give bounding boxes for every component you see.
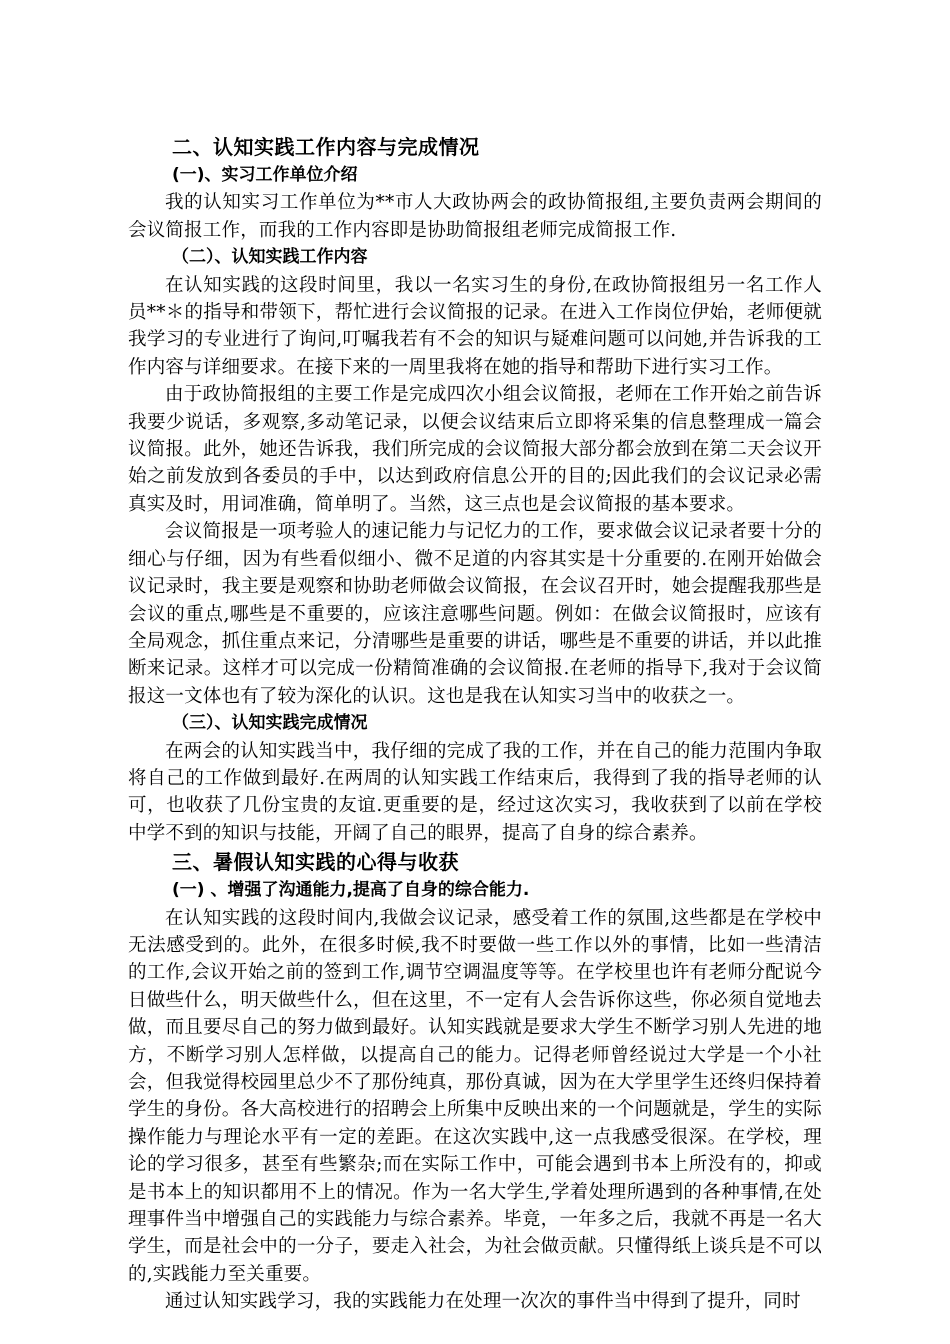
section2-sub2-paragraph-1: 在认知实践的这段时间里，我以一名实习生的身份,在政协简报组另一名工作人员**＊的指导和带领下，帮忙进行会议简报的记录。在进入工作岗位伊始，老师便就我学习的专业进行了询问,叮嘱我若有不会的知识与疑难问题可以问她,并告诉我的工作内容与详细要求。在接下来的一周里我将在她的指导和帮助下进行实习工作。 xyxy=(128,274,822,378)
section2-sub2-heading: （二）、认知实践工作内容 xyxy=(172,247,368,268)
section2-sub2-paragraph-2: 由于政协简报组的主要工作是完成四次小组会议简报，老师在工作开始之前告诉我要少说话，多观察,多动笔记录，以便会议结束后立即将采集的信息整理成一篇会议简报。此外，她还告诉我，我们所完成的会议简报大部分都会放到在第二天会议开始之前发放到各委员的手中，以达到政府信息公开的目的;因此我们的会议记录必需真实及时，用词准确，简单明了。当然，这三点也是会议简报的基本要求。 xyxy=(128,384,822,515)
section3-heading: 三、暑假认知实践的心得与收获 xyxy=(172,850,459,875)
section2-sub1-paragraph-1: 我的认知实习工作单位为**市人大政协两会的政协简报组,主要负责两会期间的会议简报工作，而我的工作内容即是协助简报组老师完成简报工作. xyxy=(128,192,822,241)
section2-sub3-heading: （三）、认知实践完成情况 xyxy=(172,713,368,734)
section2-sub3-paragraph-1: 在两会的认知实践当中，我仔细的完成了我的工作，并在自己的能力范围内争取将自己的工作做到最好.在两周的认知实践工作结束后，我得到了我的指导老师的认可，也收获了几份宝贵的友谊.更重要的是，经过这次实习，我收获到了以前在学校中学不到的知识与技能，开阔了自己的眼界，提高了自身的综合素养。 xyxy=(128,740,822,844)
section3-sub1-paragraph-1: 在认知实践的这段时间内,我做会议记录，感受着工作的氛围,这些都是在学校中无法感受到的。此外，在很多时候,我不时要做一些工作以外的事情，比如一些清洁的工作,会议开始之前的签到工作,调节空调温度等等。在学校里也许有老师分配说今日做些什么，明天做些什么，但在这里，不一定有人会告诉你这些，你必须自觉地去做，而且要尽自己的努力做到最好。认知实践就是要求大学生不断学习别人先进的地方，不断学习别人怎样做，以提高自己的能力。记得老师曾经说过大学是一个小社会，但我觉得校园里总少不了那份纯真，那份真诚，因为在大学里学生还终归保持着学生的身份。各大高校进行的招聘会上所集中反映出来的一个问题就是，学生的实际操作能力与理论水平有一定的差距。在这次实践中,这一点我感受很深。在学校，理论的学习很多，甚至有些繁杂;而在实际工作中，可能会遇到书本上所没有的，抑或是书本上的知识都用不上的情况。作为一名大学生,学着处理所遇到的各种事情,在处理事件当中增强自己的实践能力与综合素养。毕竟，一年多之后，我就不再是一名大学生，而是社会中的一分子，要走入社会，为社会做贡献。只懂得纸上谈兵是不可以的,实践能力至关重要。 xyxy=(128,907,822,1285)
section2-sub2-paragraph-3: 会议简报是一项考验人的速记能力与记忆力的工作，要求做会议记录者要十分的细心与仔细，因为有些看似细小、微不足道的内容其实是十分重要的.在刚开始做会议记录时，我主要是观察和协助老师做会议简报，在会议召开时，她会提醒我那些是会议的重点,哪些是不重要的，应该注意哪些问题。例如：在做会议简报时，应该有全局观念，抓住重点来记，分清哪些是重要的讲话，哪些是不重要的讲话，并以此推断来记录。这样才可以完成一份精简准确的会议简报.在老师的指导下,我对于会议简报这一文体也有了较为深化的认识。这也是我在认知实习当中的收获之一。 xyxy=(128,521,822,707)
section2-sub1-heading: (一)、实习工作单位介绍 xyxy=(172,165,358,185)
section2-heading: 二、认知实践工作内容与完成情况 xyxy=(172,135,480,159)
section3-sub1-heading: (一) 、增强了沟通能力,提高了自身的综合能力. xyxy=(172,880,530,901)
document-page xyxy=(128,128,822,1316)
section3-sub1-paragraph-2: 通过认知实践学习，我的实践能力在处理一次次的事件当中得到了提升，同时 xyxy=(165,1291,801,1313)
